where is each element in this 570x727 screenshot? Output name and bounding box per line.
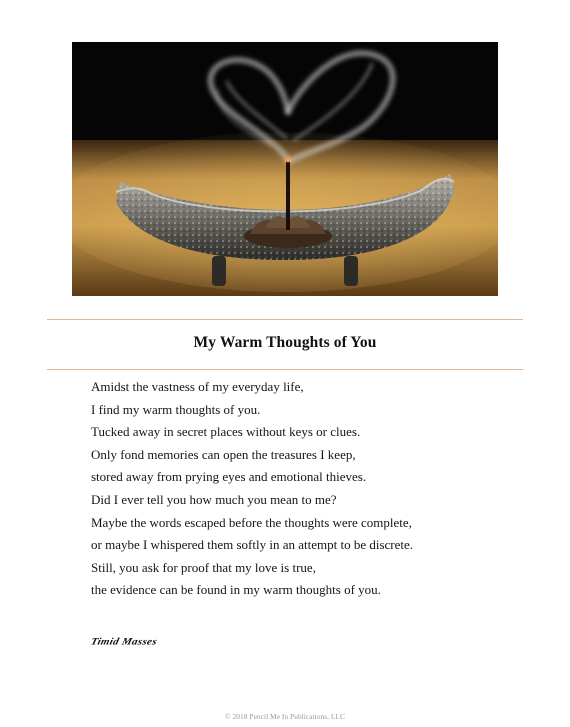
incense-burner-photo [72,42,498,296]
top-divider [47,319,523,320]
bottom-divider [47,369,523,370]
poem-line: Tucked away in secret places without keys or clues. [91,424,361,440]
poem-line: I find my warm thoughts of you. [91,401,261,417]
poem-title: My Warm Thoughts of You [193,334,377,351]
copyright-notice: © 2018 Pencil Me In Publications, LLC [224,712,346,721]
poem-line: Amidst the vastness of my everyday life, [91,379,304,394]
poem-line: the evidence can be found in my warm thoughts of you. [91,582,381,598]
author-signature: Timid Masses [89,636,159,648]
poem-line: Only fond memories can open the treasures I keep, [91,446,356,462]
poem-line: or maybe I whispered them softly in an attempt to be discrete. [91,537,414,553]
incense-stick [286,160,290,230]
poem-line: Still, you ask for proof that my love is true, [91,559,316,575]
incense-ember [286,158,291,163]
poem-body [91,376,413,602]
poem-line: stored away from prying eyes and emotional thieves. [91,469,367,485]
poem-line: Did I ever tell you how much you mean to me? [91,491,337,507]
poem-line: Maybe the words escaped before the thoughts were complete, [91,514,412,530]
